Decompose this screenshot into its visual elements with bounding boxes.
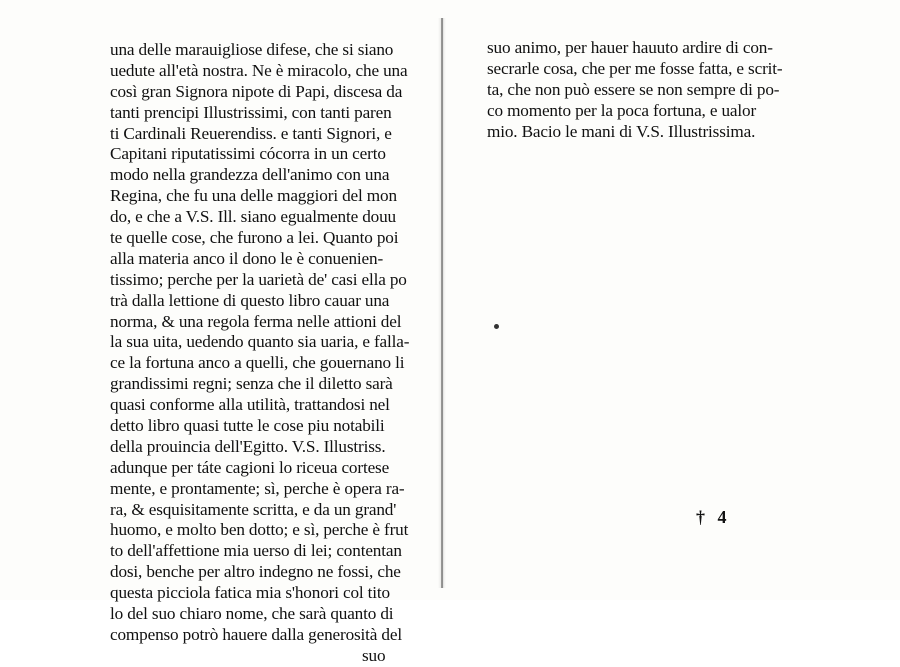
- text-line: to dell'affettione mia uerso di lei; contentan: [110, 541, 402, 561]
- catchword: suo: [362, 645, 386, 665]
- text-line: Capitani riputatissimi cócorra in un certo: [110, 144, 386, 164]
- text-line: mio. Bacio le mani di V.S. Illustrissima.: [487, 121, 756, 141]
- text-line: ra, & esquisitamente scritta, e da un grand': [110, 499, 397, 519]
- text-line: huomo, e molto ben dotto; e sì, perche è frut: [110, 520, 409, 540]
- text-line: così gran Signora nipote di Papi, discesa da: [110, 81, 403, 101]
- text-line: norma, & una regola ferma nelle attioni del: [110, 311, 402, 331]
- text-line: co momento per la poca fortuna, e ualor: [487, 100, 757, 120]
- text-line: della prouincia dell'Egitto. V.S. Illustriss.: [110, 436, 386, 456]
- text-line: ce la fortuna anco a quelli, che gouernano li: [110, 353, 405, 373]
- text-line: secrarle cosa, che per me fosse fatta, e scrit-: [487, 58, 783, 78]
- right-page-text: [487, 38, 783, 142]
- text-line: suo animo, per hauer hauuto ardire di con-: [487, 38, 773, 57]
- text-line: uedute all'età nostra. Ne è miracolo, che una: [110, 60, 408, 80]
- text-line: ta, che non può essere se non sempre di po-: [487, 79, 780, 99]
- text-line: dosi, benche per altro indegno ne fossi, che: [110, 562, 401, 582]
- left-page-text: [110, 40, 410, 667]
- text-line: ti Cardinali Reuerendiss. e tanti Signori, e: [110, 123, 392, 143]
- text-line: lo del suo chiaro nome, che sarà quanto di: [110, 604, 394, 624]
- text-line: tanti prencipi Illustrissimi, con tanti paren: [110, 102, 392, 122]
- text-line: tissimo; perche per la uarietà de' casi ella po: [110, 269, 407, 289]
- signature-mark: † 4: [696, 507, 731, 527]
- gutter-fold-line: [441, 18, 443, 588]
- text-line: mente, e prontamente; sì, perche è opera ra-: [110, 478, 405, 498]
- text-line: te quelle cose, che furono a lei. Quanto poi: [110, 228, 399, 248]
- text-line: compenso potrò hauere dalla generosità del: [110, 624, 402, 644]
- text-line: quasi conforme alla utilità, trattandosi nel: [110, 395, 390, 415]
- text-line: questa picciola fatica mia s'honori col tito: [110, 583, 390, 603]
- ink-speck: [494, 324, 499, 329]
- text-line: una delle marauigliose difese, che si siano: [110, 40, 394, 59]
- text-line: adunque per táte cagioni lo riceua cortese: [110, 457, 390, 477]
- text-line: alla materia anco il dono le è conuenien-: [110, 248, 384, 268]
- text-line: modo nella grandezza dell'animo con una: [110, 165, 390, 185]
- text-line: Regina, che fu una delle maggiori del mon: [110, 186, 397, 206]
- text-line: trà dalla lettione di questo libro cauar una: [110, 290, 390, 310]
- text-line: do, e che a V.S. Ill. siano egualmente douu: [110, 207, 396, 227]
- text-line: detto libro quasi tutte le cose piu notabili: [110, 416, 385, 436]
- text-line: grandissimi regni; senza che il diletto sarà: [110, 374, 393, 394]
- text-line: la sua uita, uedendo quanto sia uaria, e falla-: [110, 332, 410, 352]
